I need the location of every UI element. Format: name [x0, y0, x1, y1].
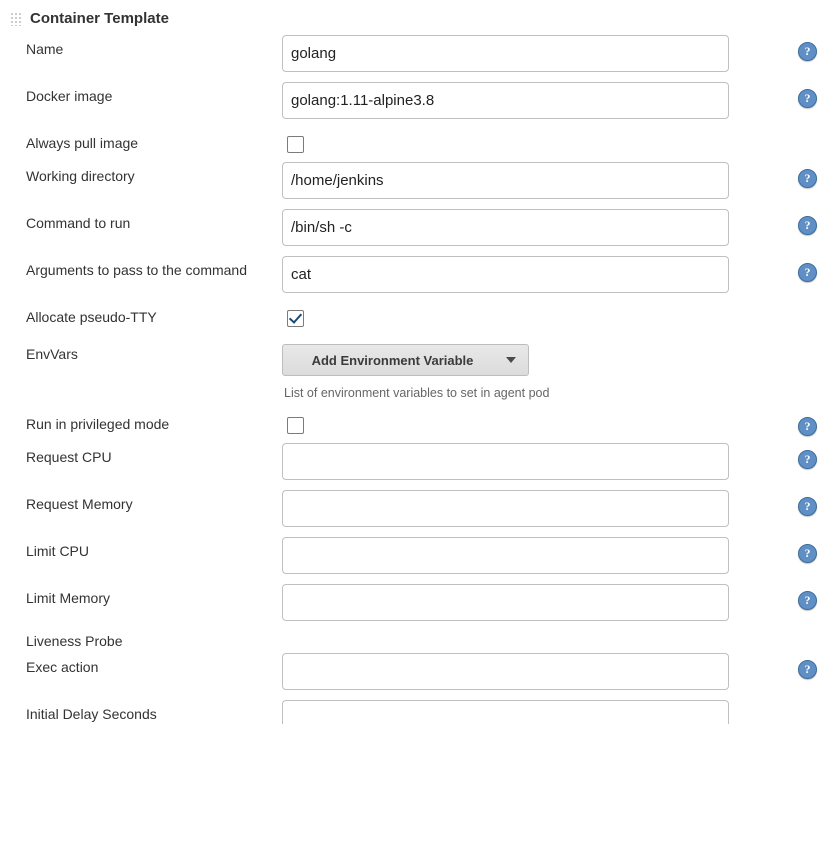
field-cell-request-cpu [282, 441, 788, 480]
label-exec-action: Exec action [26, 659, 99, 675]
help-cell-command-to-run [788, 207, 834, 235]
help-circle-icon[interactable]: ? [798, 497, 817, 516]
field-cell-limit-cpu [282, 535, 788, 574]
field-cell-initial-delay-seconds [282, 698, 788, 724]
name-input[interactable] [282, 35, 729, 72]
field-row-docker-image [0, 80, 834, 119]
help-cell-working-directory [788, 160, 834, 188]
help-cell-limit-memory [788, 582, 834, 610]
field-row-working-directory [0, 160, 834, 199]
label-limit-cpu: Limit CPU [26, 543, 90, 559]
field-cell-docker-image [282, 80, 788, 119]
label-arguments: Arguments to pass to the command [26, 262, 247, 278]
add-environment-variable-button[interactable] [282, 344, 529, 376]
exec-action-input[interactable] [282, 653, 729, 690]
label-working-directory: Working directory [26, 168, 135, 184]
help-circle-icon[interactable]: ? [798, 417, 817, 436]
label-envvars: EnvVars [26, 346, 78, 362]
field-row-initial-delay-seconds [0, 698, 834, 726]
field-cell-exec-action [282, 651, 788, 690]
help-circle-icon[interactable]: ? [798, 544, 817, 563]
add-environment-variable-label: Add Environment Variable [311, 352, 474, 368]
request-memory-input[interactable] [282, 490, 729, 527]
help-circle-icon[interactable]: ? [798, 263, 817, 282]
help-cell-privileged-mode [788, 408, 834, 436]
docker-image-input[interactable] [282, 82, 729, 119]
page-title: Container Template [30, 10, 169, 27]
help-cell-request-cpu [788, 441, 834, 469]
field-row-limit-cpu [0, 535, 834, 574]
help-cell-name [788, 33, 834, 61]
field-row-limit-memory [0, 582, 834, 621]
help-circle-icon[interactable]: ? [798, 169, 817, 188]
field-cell-envvars [282, 338, 788, 400]
envvars-help-note: List of environment variables to set in agent pod [284, 386, 550, 400]
field-cell-request-memory [282, 488, 788, 527]
label-always-pull-image: Always pull image [26, 135, 139, 151]
always-pull-image-checkbox[interactable] [287, 136, 304, 153]
initial-delay-seconds-input[interactable] [282, 700, 729, 724]
field-cell-name [282, 33, 788, 72]
field-row-command-to-run [0, 207, 834, 246]
help-circle-icon[interactable]: ? [798, 450, 817, 469]
field-cell-command-to-run [282, 207, 788, 246]
label-allocate-pseudo-tty: Allocate pseudo-TTY [26, 309, 157, 325]
label-privileged-mode: Run in privileged mode [26, 416, 170, 432]
field-row-privileged-mode [0, 408, 834, 437]
field-cell-arguments [282, 254, 788, 293]
arguments-input[interactable] [282, 256, 729, 293]
privileged-mode-checkbox[interactable] [287, 417, 304, 434]
field-cell-always-pull-image [282, 127, 788, 156]
help-circle-icon[interactable]: ? [798, 89, 817, 108]
drag-dots-icon[interactable] [10, 12, 22, 26]
chevron-down-icon [506, 357, 516, 363]
label-initial-delay-seconds: Initial Delay Seconds [26, 706, 157, 722]
label-limit-memory: Limit Memory [26, 590, 111, 606]
field-row-envvars [0, 338, 834, 400]
field-row-exec-action [0, 651, 834, 690]
label-docker-image: Docker image [26, 88, 113, 104]
working-directory-input[interactable] [282, 162, 729, 199]
label-name: Name [26, 41, 64, 57]
field-row-request-memory [0, 488, 834, 527]
limit-memory-input[interactable] [282, 584, 729, 621]
field-cell-allocate-pseudo-tty [282, 301, 788, 330]
allocate-pseudo-tty-checkbox[interactable] [287, 310, 304, 327]
label-request-memory: Request Memory [26, 496, 133, 512]
help-cell-request-memory [788, 488, 834, 516]
liveness-probe-heading: Liveness Probe [26, 633, 123, 649]
help-cell-arguments [788, 254, 834, 282]
field-row-name [0, 33, 834, 72]
help-circle-icon[interactable]: ? [798, 660, 817, 679]
field-row-always-pull-image [0, 127, 834, 156]
help-circle-icon[interactable]: ? [798, 216, 817, 235]
help-cell-initial-delay-seconds [788, 698, 834, 707]
field-row-allocate-pseudo-tty [0, 301, 834, 330]
limit-cpu-input[interactable] [282, 537, 729, 574]
label-request-cpu: Request CPU [26, 449, 112, 465]
help-cell-exec-action [788, 651, 834, 679]
request-cpu-input[interactable] [282, 443, 729, 480]
help-cell-always-pull-image [788, 127, 834, 136]
help-circle-icon[interactable]: ? [798, 42, 817, 61]
field-cell-limit-memory [282, 582, 788, 621]
field-row-request-cpu [0, 441, 834, 480]
label-command-to-run: Command to run [26, 215, 131, 231]
command-to-run-input[interactable] [282, 209, 729, 246]
field-row-arguments [0, 254, 834, 293]
help-cell-allocate-pseudo-tty [788, 301, 834, 310]
field-cell-working-directory [282, 160, 788, 199]
field-cell-privileged-mode [282, 408, 788, 437]
help-circle-icon[interactable]: ? [798, 591, 817, 610]
help-cell-envvars [788, 338, 834, 347]
help-cell-limit-cpu [788, 535, 834, 563]
section-header [0, 0, 834, 33]
help-cell-docker-image [788, 80, 834, 108]
